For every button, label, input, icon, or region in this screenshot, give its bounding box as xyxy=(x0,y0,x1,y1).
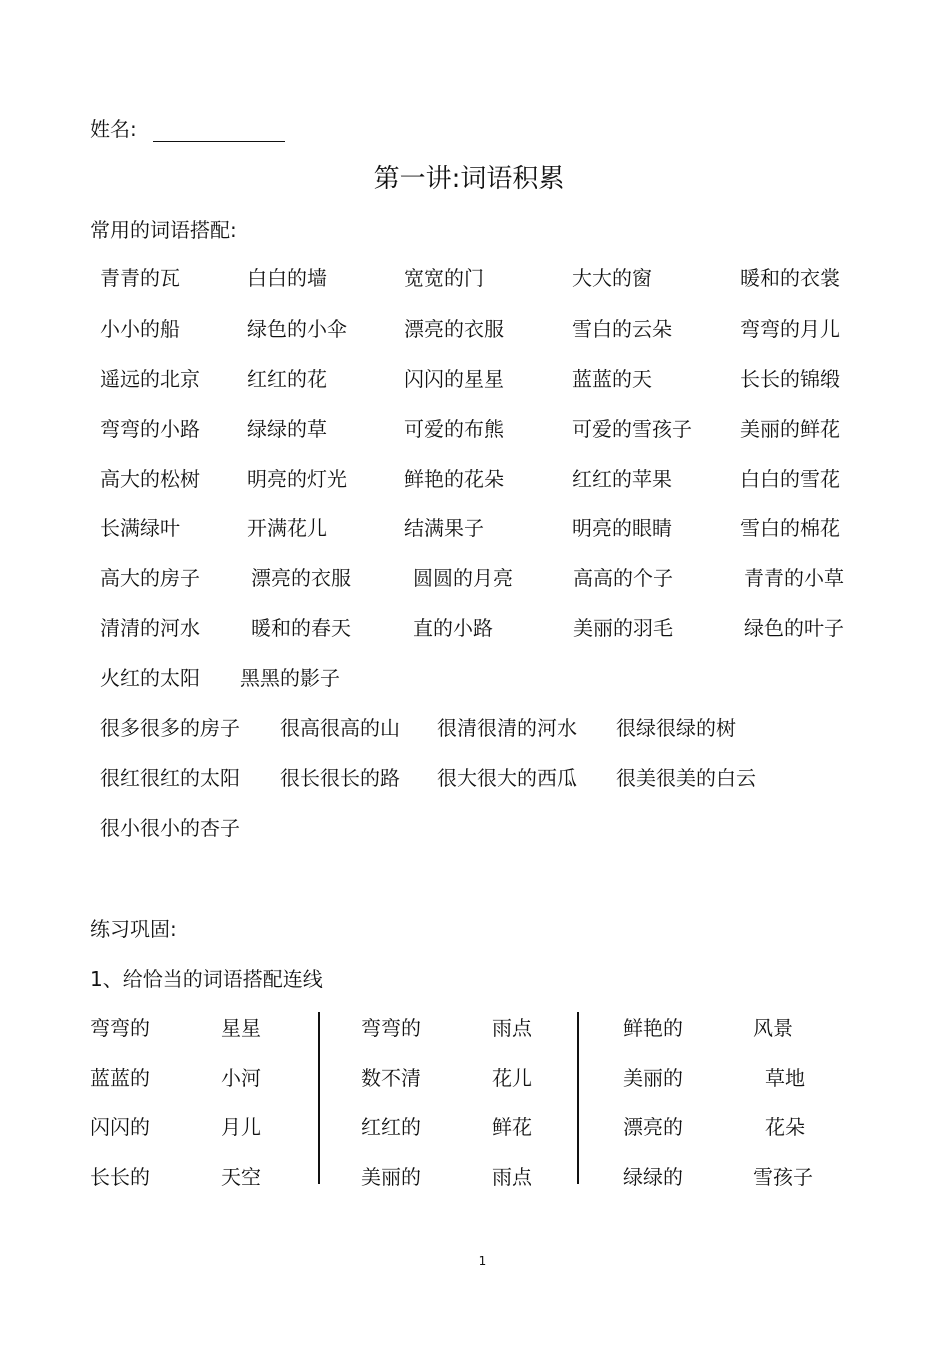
collocation-row xyxy=(0,262,950,292)
match-modifier[interactable]: 红红的 xyxy=(361,1115,421,1139)
collocation-item: 闪闪的星星 xyxy=(404,367,504,391)
collocation-item: 小小的船 xyxy=(100,317,180,341)
match-modifier[interactable]: 蓝蓝的 xyxy=(90,1066,150,1090)
collocations-heading: 常用的词语搭配: xyxy=(90,218,237,242)
collocation-item: 清清的河水 xyxy=(100,616,200,640)
collocation-item: 很长很长的路 xyxy=(280,766,400,790)
collocation-item: 直的小路 xyxy=(413,616,493,640)
collocation-item: 可爱的雪孩子 xyxy=(572,417,692,441)
collocation-item: 鲜艳的花朵 xyxy=(404,467,504,491)
collocation-item: 绿色的叶子 xyxy=(744,616,844,640)
collocation-item: 绿色的小伞 xyxy=(247,317,347,341)
collocation-item: 很红很红的太阳 xyxy=(100,766,240,790)
match-noun[interactable]: 天空 xyxy=(221,1165,261,1189)
page-title: 第一讲:词语积累 xyxy=(373,164,565,194)
collocation-row xyxy=(0,562,950,592)
collocation-item: 高高的个子 xyxy=(573,566,673,590)
match-noun[interactable]: 花朵 xyxy=(765,1115,805,1139)
collocation-row xyxy=(0,762,950,792)
collocation-item: 青青的瓦 xyxy=(100,266,180,290)
collocation-item: 高大的松树 xyxy=(100,467,200,491)
match-modifier[interactable]: 弯弯的 xyxy=(361,1016,421,1040)
column-divider xyxy=(577,1012,579,1184)
collocation-item: 明亮的灯光 xyxy=(247,467,347,491)
collocation-item: 雪白的云朵 xyxy=(572,317,672,341)
collocation-row xyxy=(0,413,950,443)
collocation-item: 白白的墙 xyxy=(247,266,327,290)
match-modifier[interactable]: 鲜艳的 xyxy=(623,1016,683,1040)
collocation-item: 火红的太阳 xyxy=(100,666,200,690)
match-modifier[interactable]: 闪闪的 xyxy=(90,1115,150,1139)
collocation-item: 结满果子 xyxy=(404,516,484,540)
match-noun[interactable]: 星星 xyxy=(221,1016,261,1040)
match-noun[interactable]: 雪孩子 xyxy=(753,1165,813,1189)
match-noun[interactable]: 雨点 xyxy=(492,1165,532,1189)
collocation-item: 白白的雪花 xyxy=(740,467,840,491)
collocation-item: 美丽的鲜花 xyxy=(740,417,840,441)
collocation-item: 青青的小草 xyxy=(744,566,844,590)
match-noun[interactable]: 鲜花 xyxy=(492,1115,532,1139)
column-divider xyxy=(318,1012,320,1184)
match-modifier[interactable]: 美丽的 xyxy=(361,1165,421,1189)
exercise-heading: 练习巩固: xyxy=(90,917,177,941)
match-modifier[interactable]: 数不清 xyxy=(361,1066,421,1090)
match-noun[interactable]: 月儿 xyxy=(221,1115,261,1139)
collocation-item: 很小很小的杏子 xyxy=(100,816,240,840)
collocation-item: 很大很大的西瓜 xyxy=(437,766,577,790)
collocation-item: 很清很清的河水 xyxy=(437,716,577,740)
collocation-item: 绿绿的草 xyxy=(247,417,327,441)
collocation-row xyxy=(0,313,950,343)
match-noun[interactable]: 雨点 xyxy=(492,1016,532,1040)
exercise-task: 1、给恰当的词语搭配连线 xyxy=(90,967,323,991)
page-number: 1 xyxy=(478,1254,487,1268)
collocation-item: 长长的锦缎 xyxy=(740,367,840,391)
name-blank[interactable] xyxy=(153,119,285,142)
match-noun[interactable]: 小河 xyxy=(221,1066,261,1090)
match-modifier[interactable]: 绿绿的 xyxy=(623,1165,683,1189)
collocation-item: 雪白的棉花 xyxy=(740,516,840,540)
collocation-row xyxy=(0,363,950,393)
collocation-row xyxy=(0,712,950,742)
collocation-item: 红红的苹果 xyxy=(572,467,672,491)
match-noun[interactable]: 风景 xyxy=(753,1016,793,1040)
name-field-line xyxy=(90,113,285,142)
collocation-item: 弯弯的月儿 xyxy=(740,317,840,341)
collocation-item: 可爱的布熊 xyxy=(404,417,504,441)
collocation-item: 漂亮的衣服 xyxy=(251,566,351,590)
match-modifier[interactable]: 弯弯的 xyxy=(90,1016,150,1040)
collocation-item: 美丽的羽毛 xyxy=(573,616,673,640)
collocation-item: 高大的房子 xyxy=(100,566,200,590)
collocation-item: 明亮的眼睛 xyxy=(572,516,672,540)
collocation-item: 弯弯的小路 xyxy=(100,417,200,441)
collocation-item: 长满绿叶 xyxy=(100,516,180,540)
collocation-row xyxy=(0,812,950,842)
collocation-row xyxy=(0,512,950,542)
collocation-item: 很美很美的白云 xyxy=(616,766,756,790)
collocation-item: 很多很多的房子 xyxy=(100,716,240,740)
collocation-item: 暖和的春天 xyxy=(251,616,351,640)
collocation-item: 黑黑的影子 xyxy=(240,666,340,690)
collocation-item: 很绿很绿的树 xyxy=(616,716,736,740)
collocation-item: 宽宽的门 xyxy=(404,266,484,290)
collocation-item: 漂亮的衣服 xyxy=(404,317,504,341)
collocation-item: 大大的窗 xyxy=(572,266,652,290)
collocation-row xyxy=(0,612,950,642)
match-modifier[interactable]: 美丽的 xyxy=(623,1066,683,1090)
match-noun[interactable]: 花儿 xyxy=(492,1066,532,1090)
collocation-row xyxy=(0,463,950,493)
collocation-row xyxy=(0,662,950,692)
collocation-item: 圆圆的月亮 xyxy=(413,566,513,590)
collocation-item: 遥远的北京 xyxy=(100,367,200,391)
match-noun[interactable]: 草地 xyxy=(765,1066,805,1090)
collocation-item: 红红的花 xyxy=(247,367,327,391)
collocation-item: 暖和的衣裳 xyxy=(740,266,840,290)
collocation-item: 蓝蓝的天 xyxy=(572,367,652,391)
collocation-item: 很高很高的山 xyxy=(280,716,400,740)
collocation-item: 开满花儿 xyxy=(247,516,327,540)
match-modifier[interactable]: 长长的 xyxy=(90,1165,150,1189)
match-modifier[interactable]: 漂亮的 xyxy=(623,1115,683,1139)
name-label: 姓名: xyxy=(90,117,137,141)
